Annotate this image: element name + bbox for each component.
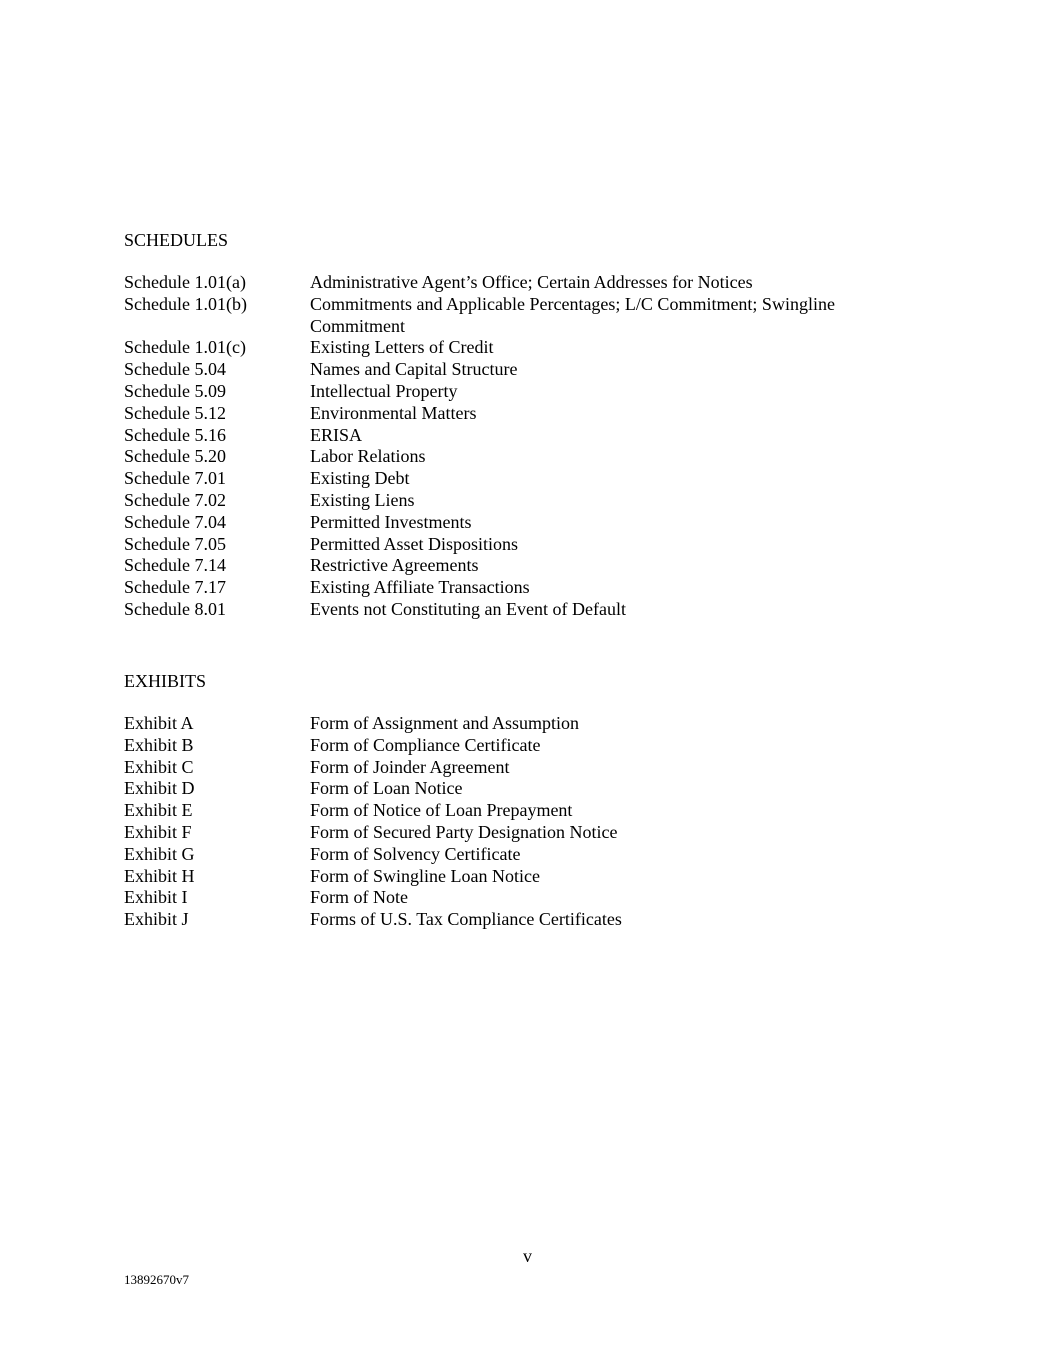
- exhibit-letter: Exhibit G: [124, 843, 195, 864]
- exhibit-letter: Exhibit I: [124, 887, 188, 908]
- exhibit-entry: [124, 800, 884, 822]
- schedule-number: Schedule 7.17: [124, 577, 226, 598]
- schedule-title: Restrictive Agreements: [310, 555, 479, 576]
- schedule-entry: [124, 446, 884, 468]
- schedule-title: Existing Debt: [310, 468, 410, 489]
- exhibit-letter: Exhibit D: [124, 778, 195, 799]
- schedule-entry: [124, 359, 884, 381]
- exhibit-list: [124, 713, 884, 931]
- exhibit-letter: Exhibit C: [124, 756, 194, 777]
- exhibit-entry: [124, 866, 884, 888]
- schedule-title: Permitted Asset Dispositions: [310, 533, 519, 554]
- exhibit-letter: Exhibit E: [124, 800, 193, 821]
- schedule-number: Schedule 5.09: [124, 380, 226, 401]
- schedule-number: Schedule 8.01: [124, 598, 226, 619]
- schedule-title: Permitted Investments: [310, 511, 472, 532]
- schedules-heading: SCHEDULES: [124, 230, 229, 250]
- schedule-number: Schedule 7.14: [124, 555, 226, 576]
- exhibit-letter: Exhibit A: [124, 713, 194, 733]
- schedule-title: Existing Liens: [310, 489, 415, 510]
- exhibit-letter: Exhibit H: [124, 865, 195, 886]
- exhibit-title: Form of Solvency Certificate: [310, 843, 521, 864]
- schedule-number: Schedule 5.16: [124, 424, 226, 445]
- schedule-title: Labor Relations: [310, 446, 426, 467]
- schedule-number: Schedule 5.12: [124, 402, 226, 423]
- schedule-entry: [124, 403, 884, 425]
- schedule-entry: [124, 577, 884, 599]
- schedule-entry: [124, 534, 884, 556]
- document-id: 13892670v7: [124, 1272, 189, 1287]
- schedule-number: Schedule 5.20: [124, 446, 226, 467]
- exhibit-title: Form of Assignment and Assumption: [310, 713, 580, 733]
- schedule-number: Schedule 5.04: [124, 359, 226, 380]
- schedule-title: Existing Affiliate Transactions: [310, 577, 530, 598]
- schedule-entry: [124, 272, 884, 294]
- exhibit-entry: [124, 778, 884, 800]
- exhibit-title: Form of Joinder Agreement: [310, 756, 510, 777]
- exhibit-entry: [124, 735, 884, 757]
- schedule-number: Schedule 7.04: [124, 511, 226, 532]
- schedule-number: Schedule 7.01: [124, 468, 226, 489]
- schedule-entry: [124, 337, 884, 359]
- exhibit-letter: Exhibit J: [124, 909, 189, 930]
- exhibit-title: Form of Note: [310, 887, 408, 908]
- schedule-number: Schedule 7.05: [124, 533, 226, 554]
- exhibit-letter: Exhibit B: [124, 734, 194, 755]
- schedule-title: Existing Letters of Credit: [310, 337, 494, 358]
- schedule-title: Events not Constituting an Event of Default: [310, 598, 626, 619]
- schedule-number: Schedule 1.01(b): [124, 293, 247, 314]
- exhibit-entry: [124, 909, 884, 931]
- exhibit-title: Form of Compliance Certificate: [310, 734, 541, 755]
- exhibit-entry: [124, 713, 884, 735]
- schedule-list: [124, 272, 884, 621]
- schedule-entry: [124, 468, 884, 490]
- schedule-number: Schedule 1.01(c): [124, 337, 246, 358]
- exhibit-title: Form of Swingline Loan Notice: [310, 865, 540, 886]
- exhibit-entry: [124, 822, 884, 844]
- schedule-title: Commitments and Applicable Percentages; L/C Commitment; Swingline Commitment: [310, 293, 835, 336]
- exhibits-heading: EXHIBITS: [124, 671, 206, 691]
- schedule-title: Environmental Matters: [310, 402, 477, 423]
- schedule-title: Administrative Agent’s Office; Certain Addresses for Notices: [310, 272, 753, 292]
- exhibit-letter: Exhibit F: [124, 821, 192, 842]
- exhibit-entry: [124, 844, 884, 866]
- schedule-entry: [124, 555, 884, 577]
- schedule-entry: [124, 599, 884, 621]
- exhibit-title: Form of Secured Party Designation Notice: [310, 821, 618, 842]
- exhibit-entry: [124, 757, 884, 779]
- schedule-entry: [124, 512, 884, 534]
- exhibit-title: Forms of U.S. Tax Compliance Certificates: [310, 909, 622, 930]
- schedule-entry: [124, 294, 884, 338]
- exhibit-title: Form of Notice of Loan Prepayment: [310, 800, 573, 821]
- schedule-title: ERISA: [310, 424, 363, 445]
- exhibit-entry: [124, 887, 884, 909]
- schedule-number: Schedule 1.01(a): [124, 272, 246, 292]
- schedule-entry: [124, 381, 884, 403]
- schedule-entry: [124, 425, 884, 447]
- exhibit-title: Form of Loan Notice: [310, 778, 463, 799]
- schedule-number: Schedule 7.02: [124, 489, 226, 510]
- schedule-title: Names and Capital Structure: [310, 359, 518, 380]
- page-number: v: [523, 1246, 532, 1266]
- schedule-entry: [124, 490, 884, 512]
- schedule-title: Intellectual Property: [310, 380, 458, 401]
